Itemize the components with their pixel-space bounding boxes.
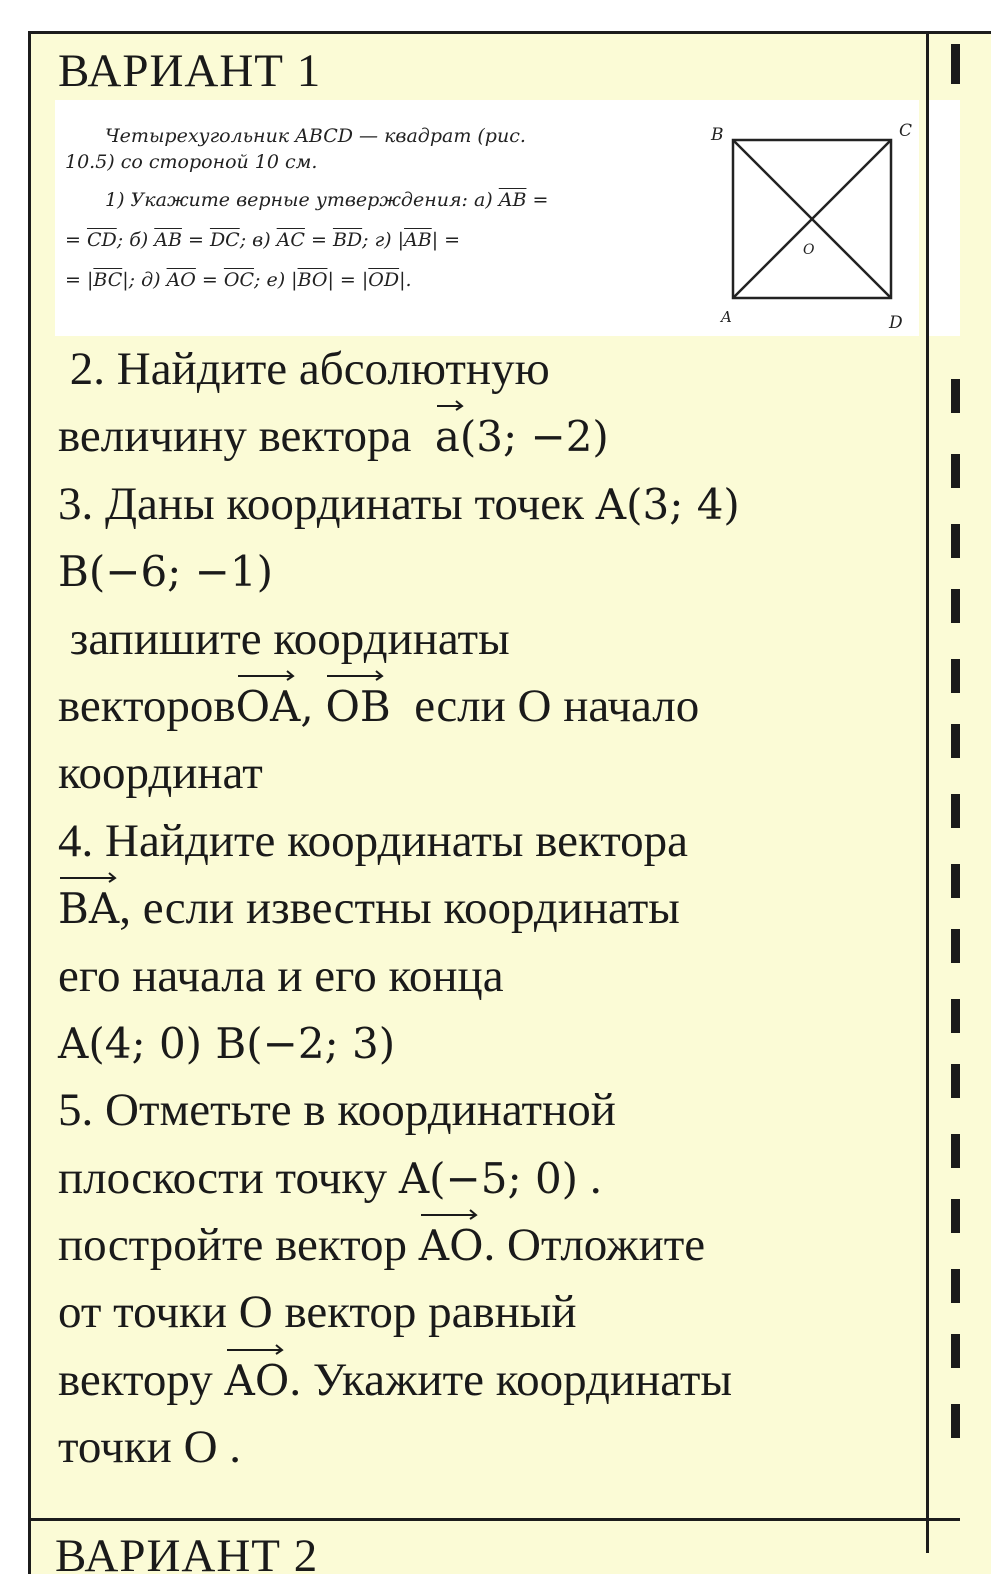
task1-line: = $|\overline{BC}|$; д) $\overline{AO} = \overline{OC}$; е) $|\overline{BO}| = |\overline{OD}|$. [65,269,412,291]
task3-line5: координат [58,747,263,800]
cropped-text-stub [951,659,960,693]
cropped-text-stub [951,589,960,623]
variant-right-column-cropped [929,34,960,1518]
task5-line5: вектору AO. Укажите координаты [58,1347,938,1414]
vector-ob: OB [325,673,390,740]
task4-line2: BA, если известны координаты [58,875,938,942]
task1-text [65,116,705,300]
task1-line: Четырехугольник ABCD — квадрат (рис. [105,125,526,147]
vector-oa: OA [236,673,301,740]
vector-ba: BA [58,875,119,942]
task1-line: 10.5) со стороной 10 см. [65,151,318,173]
vector-arrow-icon [236,669,296,681]
cropped-text-stub [951,1334,960,1368]
task3-line2: B(−6; −1) [58,547,273,597]
cropped-text-stub [951,454,960,488]
vector-cd: $\overline{CD}$ [86,229,117,251]
task4-line4: A(4; 0) B(−2; 3) [58,1018,396,1068]
task1-line: = $\overline{CD}$; б) $\overline{AB} = \overline{DC}$; в) $\overline{AC} = \overline{BD}$; г) $|\overline{AB}|$ = [65,229,461,251]
vector-ab: $\overline{AB}$ [154,229,182,251]
variant-1-cell [31,34,926,1518]
vector-arrow-icon [435,399,465,411]
vector-arrow-icon [225,1343,285,1355]
task2-line2: величину вектора a(3; −2) [58,403,938,470]
cropped-text-stub [951,524,960,558]
vector-ao: $\overline{AO}$ [166,269,196,291]
next-variant-title-cropped: ВАРИАНТ 2 [55,1530,319,1582]
label-b: B [711,125,724,145]
square-abcd-figure [703,110,919,336]
variant-title: ВАРИАНТ 1 [58,45,322,97]
cropped-text-stub [951,794,960,828]
cropped-text-stub [951,724,960,758]
vector-ao: AO [419,1212,484,1279]
task5-line1: 5. Отметьте в координатной [58,1084,616,1137]
label-c: C [899,121,913,141]
vector-ao: AO [225,1347,290,1414]
task1-line: 1) Укажите верные утверждения: а) $\overline{AB}$ = [65,180,705,220]
task5-line6: точки О . [58,1421,242,1474]
cropped-text-stub [951,864,960,898]
vector-arrow-icon [58,871,118,883]
task4-line1: 4. Найдите координаты вектора [58,814,689,867]
vector-bo-abs: $\overline{BO}$ [297,269,328,291]
label-o: O [803,242,815,258]
task3-line3: запишите координаты [69,612,510,665]
cropped-text-stub [951,1404,960,1438]
cropped-text-stub [951,929,960,963]
task3-line1: 3. Даны координаты точек A(3; 4) [58,477,740,530]
vector-ac: $\overline{AC}$ [276,229,305,251]
label-a: A [721,308,732,326]
vector-arrow-icon [325,669,385,681]
vector-ab: $\overline{AB}$ [498,189,527,211]
vector-oc: $\overline{OC}$ [223,269,255,291]
vector-arrow-icon [419,1208,479,1220]
cropped-text-stub [951,1199,960,1233]
cropped-text-stub [951,1064,960,1098]
task4-line3: его начала и его конца [58,949,504,1002]
task5-line2: плоскости точку A(−5; 0) . [58,1151,602,1204]
right-excerpt-block [929,100,960,336]
vector-dc: $\overline{DC}$ [209,229,240,251]
task3-line4: векторов OA, OB если О начало [58,673,938,740]
cropped-text-stub [951,44,960,84]
tasks-text [58,336,938,1482]
task2-line1: 2. Найдите абсолютную [69,343,550,395]
vector-a: a [435,403,460,470]
task5-line4: от точки О вектор равный [58,1286,577,1339]
worksheet-table [28,31,991,1582]
vector-bd: $\overline{BD}$ [332,229,363,251]
cropped-text-stub [951,379,960,413]
cropped-text-stub [951,1269,960,1303]
cropped-text-stub [951,999,960,1033]
vector-ab-abs: $\overline{AB}$ [404,229,432,251]
label-d: D [889,313,903,333]
vector-bc-abs: $\overline{BC}$ [93,269,123,291]
column-divider [926,31,929,1553]
task5-line3: постройте вектор AO. Отложите [58,1212,938,1279]
cropped-text-stub [951,1134,960,1168]
task1-excerpt [55,100,919,336]
vector-od-abs: $\overline{OD}$ [368,269,400,291]
